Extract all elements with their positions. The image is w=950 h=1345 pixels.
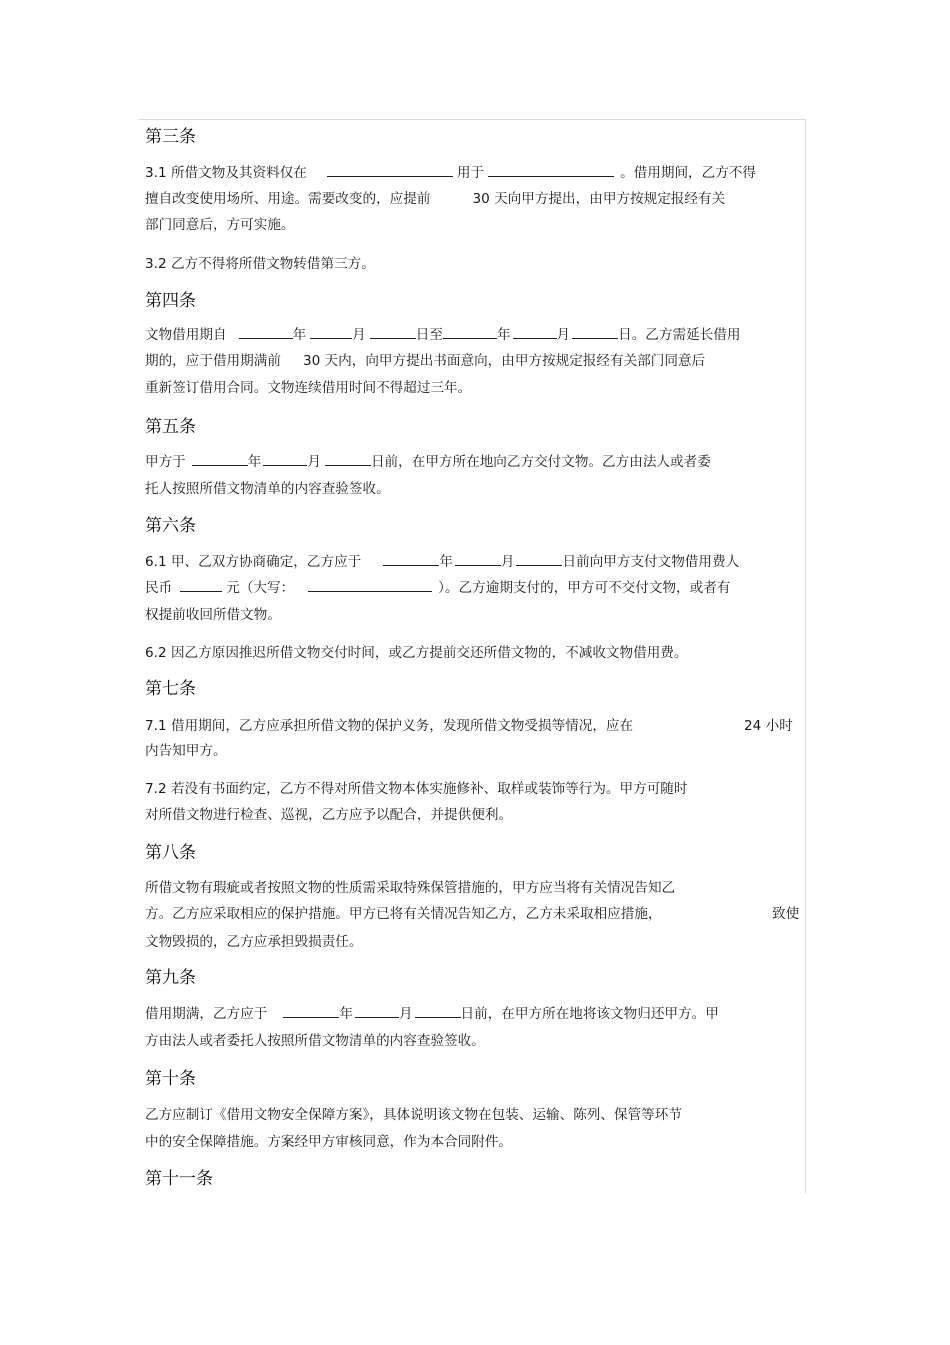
text: 民币 xyxy=(145,580,173,596)
text: 借用期满，乙方应于 xyxy=(145,1006,268,1022)
text: 元（大写： xyxy=(226,580,295,596)
text: 3.1 所借文物及其资料仅在 xyxy=(145,165,307,181)
text: 年 xyxy=(247,454,262,470)
article-10-heading: 第十条 xyxy=(145,1069,196,1089)
text: 月 xyxy=(352,327,366,343)
article-10-line2: 中的安全保障措施。方案经甲方审核同意，作为本合同附件。 xyxy=(145,1134,513,1150)
blank-field xyxy=(355,1004,399,1018)
article-6-1-line3: 权提前收回所借文物。 xyxy=(145,607,281,623)
text: 日至 xyxy=(415,327,443,343)
blank-field xyxy=(327,163,453,177)
article-4-line2 xyxy=(145,349,705,369)
article-8-line3: 文物毁损的，乙方应承担毁损责任。 xyxy=(145,934,363,950)
blank-field xyxy=(516,552,562,566)
blank-field xyxy=(513,325,557,339)
blank-field xyxy=(263,452,307,466)
article-10-line1: 乙方应制订《借用文物安全保障方案》，具体说明该文物在包装、运输、陈列、保管等环节 xyxy=(145,1107,682,1123)
article-3-1-line3: 部门同意后，方可实施。 xyxy=(145,217,295,233)
article-3-1-line1 xyxy=(145,161,756,181)
article-8-line1: 所借文物有瑕疵或者按照文物的性质需采取特殊保管措施的，甲方应当将有关情况告知乙 xyxy=(145,880,676,896)
article-4-line3: 重新签订借用合同。文物连续借用时间不得超过三年。 xyxy=(145,380,472,396)
text: 年 xyxy=(339,1006,353,1022)
article-9-line2: 方由法人或者委托人按照所借文物清单的内容查验签收。 xyxy=(145,1033,485,1049)
text: 年 xyxy=(439,554,453,570)
text: 。借用期间，乙方不得 xyxy=(620,165,757,181)
blank-field xyxy=(310,325,352,339)
blank-field xyxy=(572,325,618,339)
article-4-heading: 第四条 xyxy=(145,291,196,311)
text: 年 xyxy=(496,327,511,343)
text: 30 天向甲方提出，由甲方按规定报经有关 xyxy=(472,191,726,207)
blank-field xyxy=(180,578,222,592)
article-6-heading: 第六条 xyxy=(145,516,196,536)
blank-field xyxy=(239,325,293,339)
article-9-line1 xyxy=(145,1002,719,1022)
article-6-1-line2 xyxy=(145,576,730,596)
blank-field xyxy=(325,452,371,466)
article-8-line2: 方。乙方应采取相应的保护措施。甲方已将有关情况告知乙方，乙方未采取相应措施， xyxy=(145,906,662,922)
blank-field xyxy=(415,1004,461,1018)
text: 月 xyxy=(500,554,515,570)
text: 年 xyxy=(292,327,307,343)
article-9-heading: 第九条 xyxy=(145,968,196,988)
article-6-2: 6.2 因乙方原因推迟所借文物交付时间，或乙方提前交还所借文物的，不减收文物借用费。 xyxy=(145,645,688,661)
text: 期的，应于借用期满前 xyxy=(145,353,281,369)
text: ）。乙方逾期支付的，甲方可不交付文物，或者有 xyxy=(438,580,731,596)
article-3-2: 3.2 乙方不得将所借文物转借第三方。 xyxy=(145,256,375,272)
blank-field xyxy=(383,552,439,566)
blank-field xyxy=(192,452,248,466)
blank-field xyxy=(488,163,614,177)
blank-field xyxy=(308,578,432,592)
text: 擅自改变使用场所、用途。需要改变的，应提前 xyxy=(145,191,431,207)
blank-field xyxy=(443,325,497,339)
article-8-heading: 第八条 xyxy=(145,843,196,863)
article-3-heading: 第三条 xyxy=(145,127,196,147)
article-6-1-line1 xyxy=(145,550,739,570)
text: 日。乙方需延长借用 xyxy=(618,327,741,343)
article-5-heading: 第五条 xyxy=(145,417,196,437)
blank-field xyxy=(283,1004,339,1018)
text: 月 xyxy=(307,454,321,470)
article-7-heading: 第七条 xyxy=(145,679,196,699)
article-7-2-line2: 对所借文物进行检查、巡视，乙方应予以配合，并提供便利。 xyxy=(145,807,513,823)
blank-field xyxy=(370,325,416,339)
article-8-line2-end: 致使 xyxy=(772,906,800,922)
article-7-1-hours: 24 小时 xyxy=(744,718,793,734)
article-4-line1 xyxy=(145,323,740,343)
article-11-heading: 第十一条 xyxy=(145,1169,213,1189)
text: 月 xyxy=(398,1006,413,1022)
article-7-1-line1: 7.1 借用期间，乙方应承担所借文物的保护义务，发现所借文物受损等情况，应在 xyxy=(145,718,634,734)
text: 日前向甲方支付文物借用费人 xyxy=(562,554,740,570)
article-5-line1 xyxy=(145,450,711,470)
text: 6.1 甲、乙双方协商确定，乙方应于 xyxy=(145,554,362,570)
text: 用于 xyxy=(456,165,485,181)
text: 日前，在甲方所在地将该文物归还甲方。甲 xyxy=(460,1006,719,1022)
article-5-line2: 托人按照所借文物清单的内容查验签收。 xyxy=(145,481,390,497)
text: 日前，在甲方所在地向乙方交付文物。乙方由法人或者委 xyxy=(370,454,711,470)
article-7-1-line2: 内告知甲方。 xyxy=(145,743,227,759)
article-3-1-line2 xyxy=(145,187,725,207)
text: 月 xyxy=(556,327,571,343)
text: 文物借用期自 xyxy=(145,327,227,343)
text: 30 天内，向甲方提出书面意向，由甲方按规定报经有关部门同意后 xyxy=(302,353,706,369)
article-7-2-line1: 7.2 若没有书面约定，乙方不得对所借文物本体实施修补、取样或装饰等行为。甲方可随时 xyxy=(145,781,688,797)
text: 甲方于 xyxy=(145,454,186,470)
blank-field xyxy=(455,552,501,566)
